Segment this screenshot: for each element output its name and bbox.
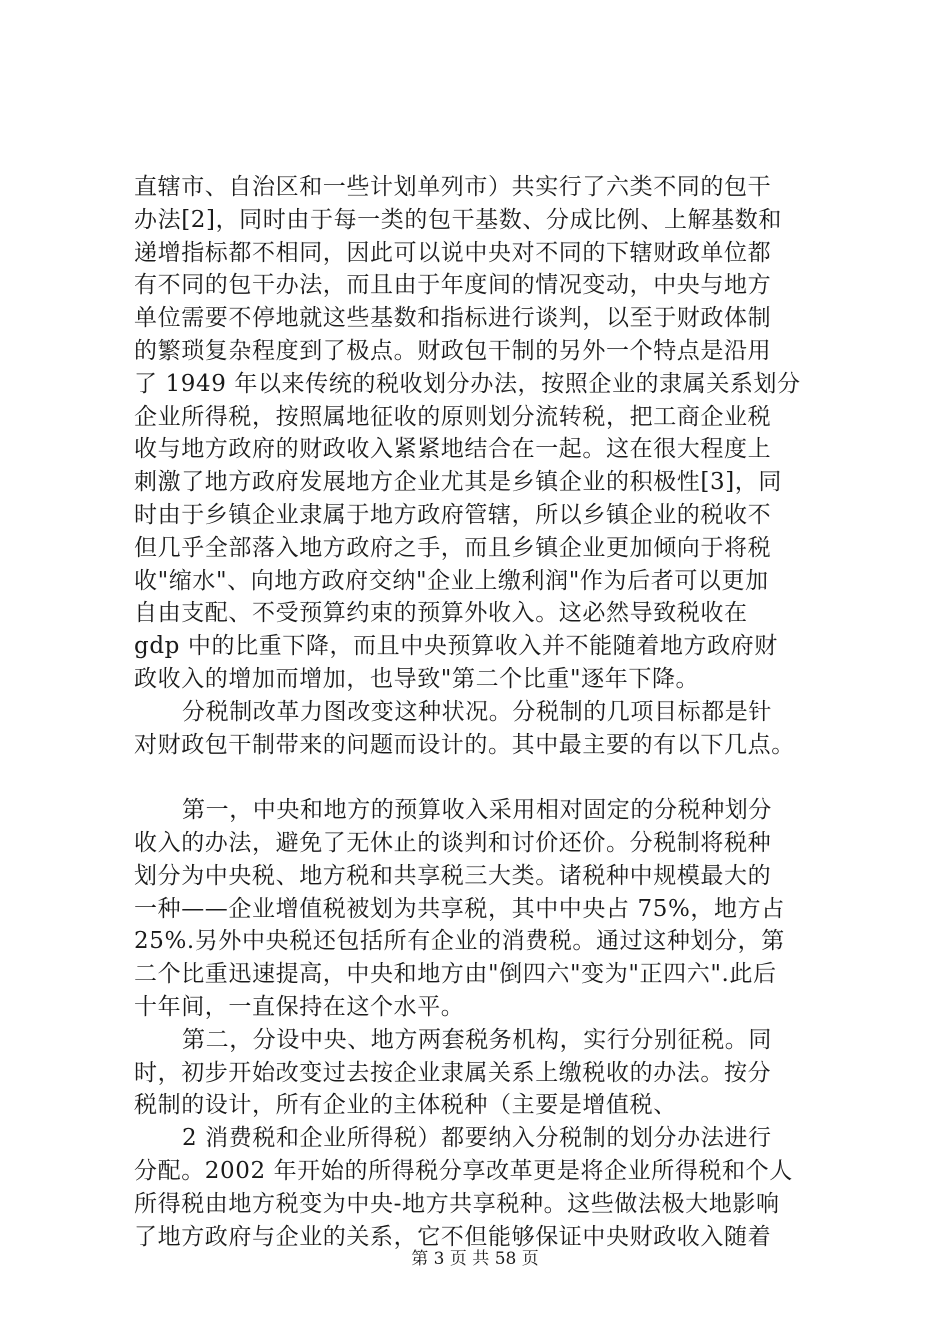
text-line: 政收入的增加而增加，也导致"第二个比重"逐年下降。 [134, 665, 700, 692]
text-line: 二个比重迅速提高，中央和地方由"倒四六"变为"正四六".此后 [134, 961, 777, 988]
paragraph-gap [134, 761, 834, 794]
text-line: 递增指标都不相同，因此可以说中央对不同的下辖财政单位都 [134, 239, 772, 266]
text-line: 有不同的包干办法，而且由于年度间的情况变动，中央与地方 [134, 272, 772, 299]
text-line: 时，初步开始改变过去按企业隶属关系上缴税收的办法。按分 [134, 1059, 772, 1086]
text-line: 办法[2]，同时由于每一类的包干基数、分成比例、上解基数和 [134, 206, 782, 233]
document-body [134, 171, 834, 1253]
text-line: 划分为中央税、地方税和共享税三大类。诸税种中规模最大的 [134, 862, 772, 889]
text-line: 收入的办法，避免了无休止的谈判和讨价还价。分税制将税种 [134, 829, 772, 856]
text-line: 税制的设计，所有企业的主体税种（主要是增值税、 [134, 1092, 677, 1119]
text-line: 分配。2002 年开始的所得税分享改革更是将企业所得税和个人 [134, 1157, 793, 1184]
text-line: gdp 中的比重下降，而且中央预算收入并不能随着地方政府财 [134, 633, 778, 660]
text-line: 收"缩水"、向地方政府交纳"企业上缴利润"作为后者可以更加 [134, 567, 769, 594]
text-line: 十年间，一直保持在这个水平。 [134, 993, 465, 1020]
text-line: 25%.另外中央税还包括所有企业的消费税。通过这种划分，第 [134, 928, 785, 955]
text-line: 刺激了地方政府发展地方企业尤其是乡镇企业的积极性[3]，同 [134, 469, 782, 496]
text-line: 企业所得税，按照属地征收的原则划分流转税，把工商企业税 [134, 403, 772, 430]
text-line: 收与地方政府的财政收入紧紧地结合在一起。这在很大程度上 [134, 436, 772, 463]
text-line: 第一，中央和地方的预算收入采用相对固定的分税种划分 [182, 797, 772, 824]
text-line: 了 1949 年以来传统的税收划分办法，按照企业的隶属关系划分 [134, 370, 801, 397]
text-line: 第二，分设中央、地方两套税务机构，实行分别征税。同 [182, 1026, 772, 1053]
text-line: 对财政包干制带来的问题而设计的。其中最主要的有以下几点。 [134, 731, 795, 758]
text-line: 了地方政府与企业的关系，它不但能够保证中央财政收入随着 [134, 1223, 772, 1250]
text-line: 的繁琐复杂程度到了极点。财政包干制的另外一个特点是沿用 [134, 337, 772, 364]
page-footer: 第 3 页 共 58 页 [411, 1249, 539, 1269]
text-line: 直辖市、自治区和一些计划单列市）共实行了六类不同的包干 [134, 174, 772, 200]
text-line: 单位需要不停地就这些基数和指标进行谈判，以至于财政体制 [134, 305, 772, 332]
text-line: 2 消费税和企业所得税）都要纳入分税制的划分办法进行 [182, 1125, 772, 1152]
text-line: 分税制改革力图改变这种状况。分税制的几项目标都是针 [182, 698, 772, 725]
text-line: 所得税由地方税变为中央-地方共享税种。这些做法极大地影响 [134, 1190, 780, 1217]
text-line: 一种——企业增值税被划为共享税，其中中央占 75%，地方占 [134, 895, 785, 922]
text-line: 但几乎全部落入地方政府之手，而且乡镇企业更加倾向于将税 [134, 534, 772, 561]
text-line: 自由支配、不受预算约束的预算外收入。这必然导致税收在 [134, 600, 748, 627]
text-line: 时由于乡镇企业隶属于地方政府管辖，所以乡镇企业的税收不 [134, 501, 772, 528]
